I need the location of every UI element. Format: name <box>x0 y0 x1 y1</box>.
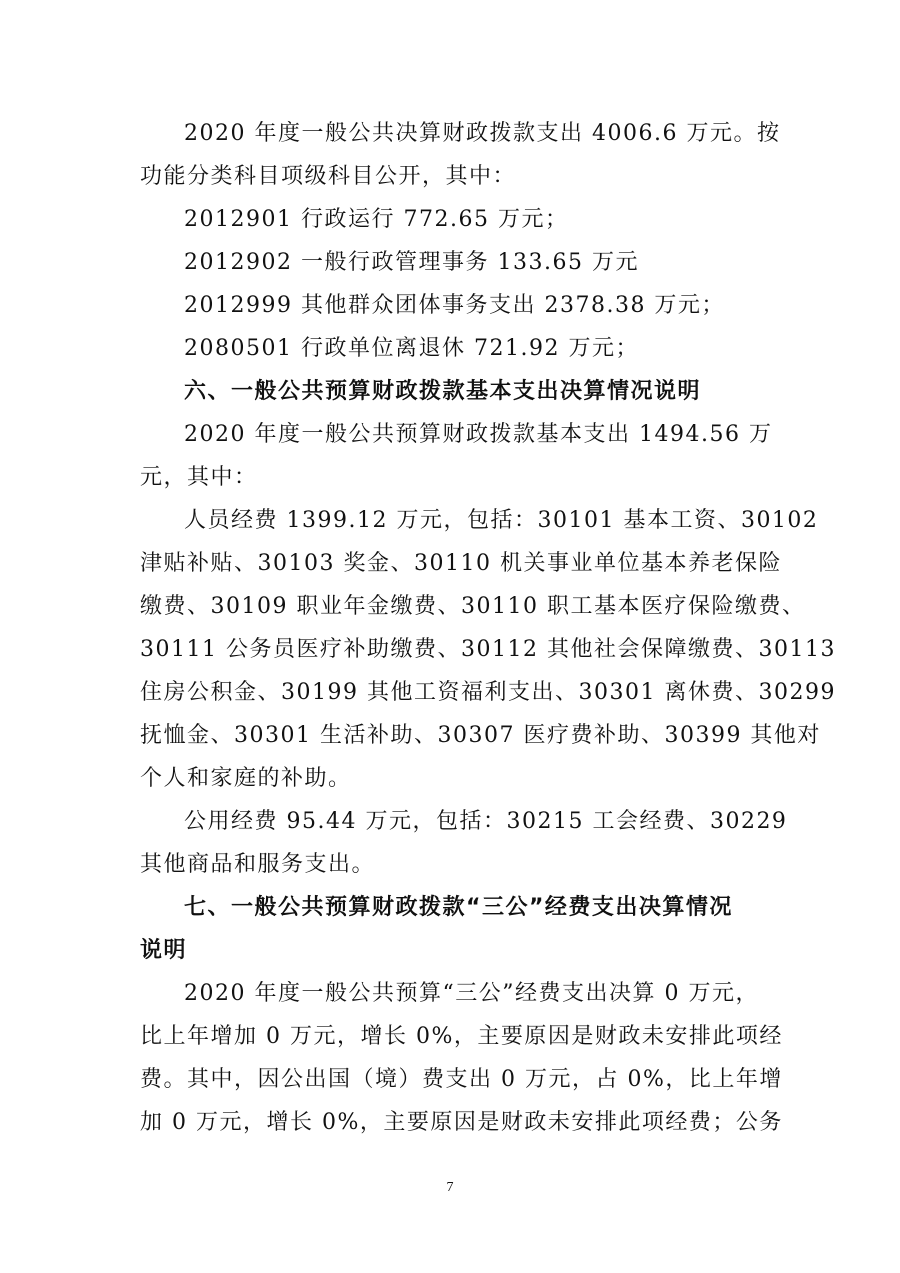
text-line: 住房公积金、30199 其他工资福利支出、30301 离休费、30299 <box>140 680 836 705</box>
text-line: 2020 年度一般公共决算财政拨款支出 4006.6 万元。按 <box>184 121 781 146</box>
text-line: 个人和家庭的补助。 <box>140 766 352 791</box>
text-line: 缴费、30109 职业年金缴费、30110 职工基本医疗保险缴费、 <box>140 594 806 619</box>
text-line: 元，其中： <box>140 465 258 490</box>
text-line: 公用经费 95.44 万元，包括：30215 工会经费、30229 <box>184 809 788 834</box>
text-line: 2020 年度一般公共预算“三公”经费支出决算 0 万元， <box>184 981 759 1006</box>
text-line: 2020 年度一般公共预算财政拨款基本支出 1494.56 万 <box>184 422 773 447</box>
text-line: 2080501 行政单位离退休 721.92 万元； <box>184 336 639 361</box>
text-line: 30111 公务员医疗补助缴费、30112 其他社会保障缴费、30113 <box>140 637 836 662</box>
section-heading: 六、一般公共预算财政拨款基本支出决算情况说明 <box>184 379 702 404</box>
page-number: 7 <box>446 1180 454 1195</box>
text-line: 津贴补贴、30103 奖金、30110 机关事业单位基本养老保险 <box>140 551 782 576</box>
text-line: 2012902 一般行政管理事务 133.65 万元 <box>184 250 639 275</box>
document-body <box>140 112 836 1144</box>
text-line: 功能分类科目项级科目公开，其中： <box>140 164 517 189</box>
text-line: 加 0 万元，增长 0%，主要原因是财政未安排此项经费；公务 <box>140 1110 783 1135</box>
text-line: 比上年增加 0 万元，增长 0%，主要原因是财政未安排此项经 <box>140 1024 783 1049</box>
text-line: 人员经费 1399.12 万元，包括：30101 基本工资、30102 <box>184 508 819 533</box>
text-line: 2012901 行政运行 772.65 万元； <box>184 207 569 232</box>
section-heading: 七、一般公共预算财政拨款“三公”经费支出决算情况 <box>184 895 733 920</box>
text-line: 2012999 其他群众团体事务支出 2378.38 万元； <box>184 293 725 318</box>
text-line: 抚恤金、30301 生活补助、30307 医疗费补助、30399 其他对 <box>140 723 821 748</box>
text-line: 其他商品和服务支出。 <box>140 852 376 877</box>
text-line: 费。其中，因公出国（境）费支出 0 万元，占 0%，比上年增 <box>140 1067 783 1092</box>
section-heading: 说明 <box>140 938 188 963</box>
